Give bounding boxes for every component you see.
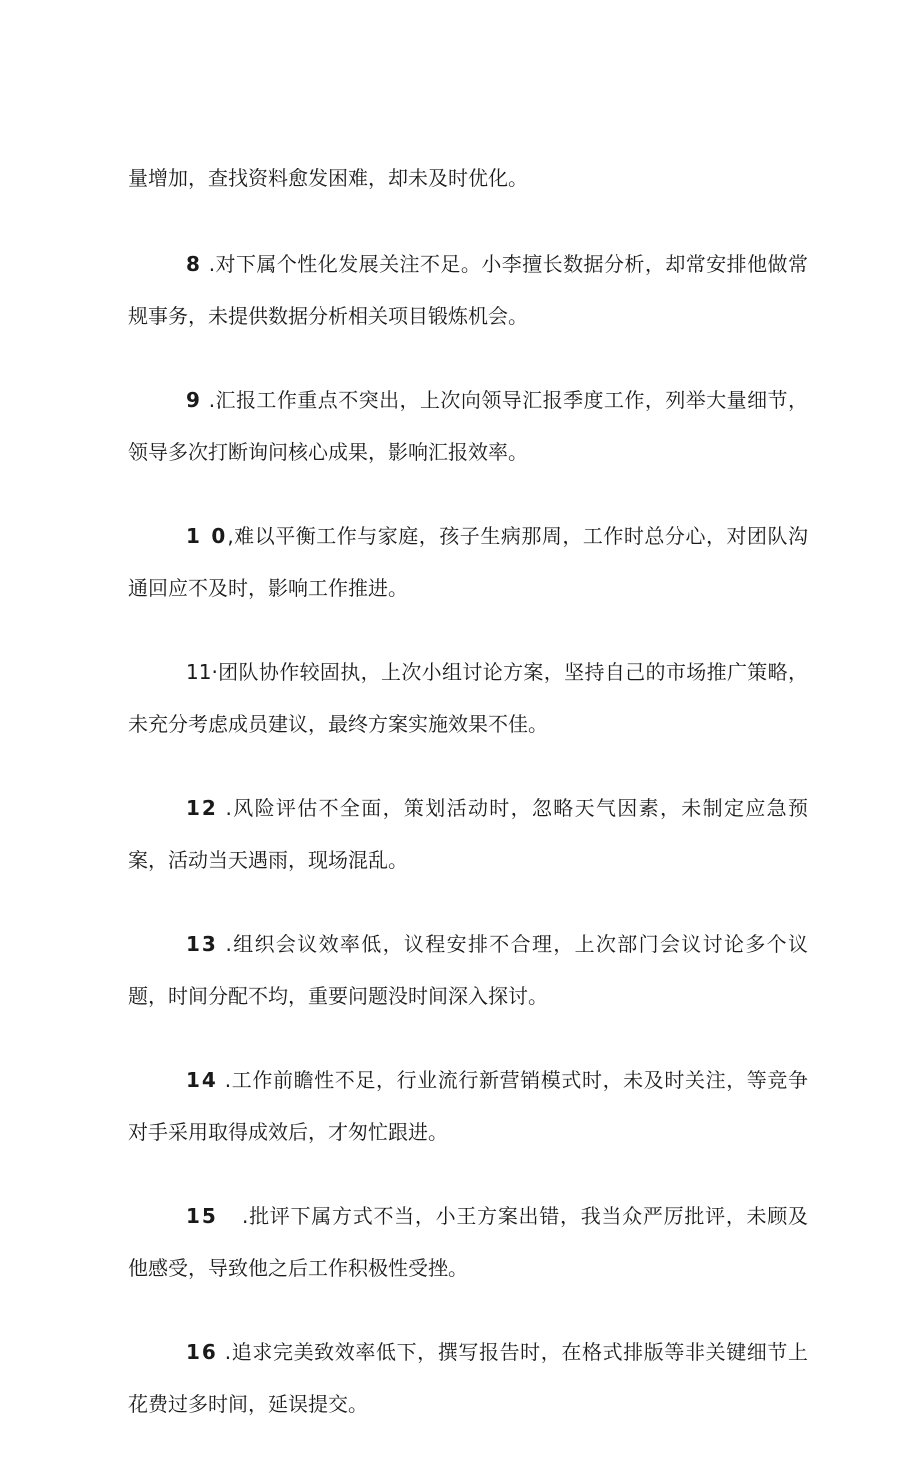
list-item-12 — [128, 782, 808, 886]
document-body — [128, 152, 808, 1462]
item-number: 12 — [186, 796, 218, 820]
item-text: .风险评估不全面，策划活动时，忽略天气因素，未制定应急预案，活动当天遇雨，现场混乱。 — [128, 796, 808, 872]
paragraph-text: 量增加，查找资料愈发困难，却未及时优化。 — [128, 166, 528, 190]
item-number: 14 — [186, 1068, 218, 1092]
item-text: .对下属个性化发展关注不足。小李擅长数据分析，却常安排他做常规事务，未提供数据分析相关项目锻炼机会。 — [128, 252, 808, 328]
list-item-14 — [128, 1054, 808, 1158]
item-number: 16 — [186, 1340, 218, 1364]
item-number: 15 — [186, 1204, 218, 1228]
item-number: 9 — [186, 388, 202, 412]
item-number: 8 — [186, 252, 202, 276]
item-text: .组织会议效率低，议程安排不合理，上次部门会议讨论多个议题，时间分配不均，重要问题没时间深入探讨。 — [128, 932, 808, 1008]
item-number: 11 — [186, 660, 212, 684]
list-item-8 — [128, 238, 808, 342]
list-item-16 — [128, 1326, 808, 1430]
item-text: .汇报工作重点不突出，上次向领导汇报季度工作，列举大量细节，领导多次打断询问核心成果，影响汇报效率。 — [128, 388, 808, 464]
item-text: ·团队协作较固执，上次小组讨论方案，坚持自己的市场推广策略，未充分考虑成员建议，最终方案实施效果不佳。 — [128, 660, 808, 736]
item-number: 1 0 — [186, 524, 228, 548]
list-item-9 — [128, 374, 808, 478]
item-text: .工作前瞻性不足，行业流行新营销模式时，未及时关注，等竞争对手采用取得成效后，才匆忙跟进。 — [128, 1068, 808, 1144]
paragraph-continuation — [128, 152, 808, 204]
item-text: .追求完美致效率低下，撰写报告时，在格式排版等非关键细节上花费过多时间，延误提交。 — [128, 1340, 808, 1416]
list-item-15 — [128, 1190, 808, 1294]
list-item-11 — [128, 646, 808, 750]
item-number: 13 — [186, 932, 218, 956]
item-text: .批评下属方式不当，小王方案出错，我当众严厉批评，未顾及他感受，导致他之后工作积极性受挫。 — [128, 1204, 808, 1280]
item-text: ,难以平衡工作与家庭，孩子生病那周，工作时总分心，对团队沟通回应不及时，影响工作推进。 — [128, 524, 809, 600]
list-item-13 — [128, 918, 808, 1022]
list-item-10 — [128, 510, 808, 614]
